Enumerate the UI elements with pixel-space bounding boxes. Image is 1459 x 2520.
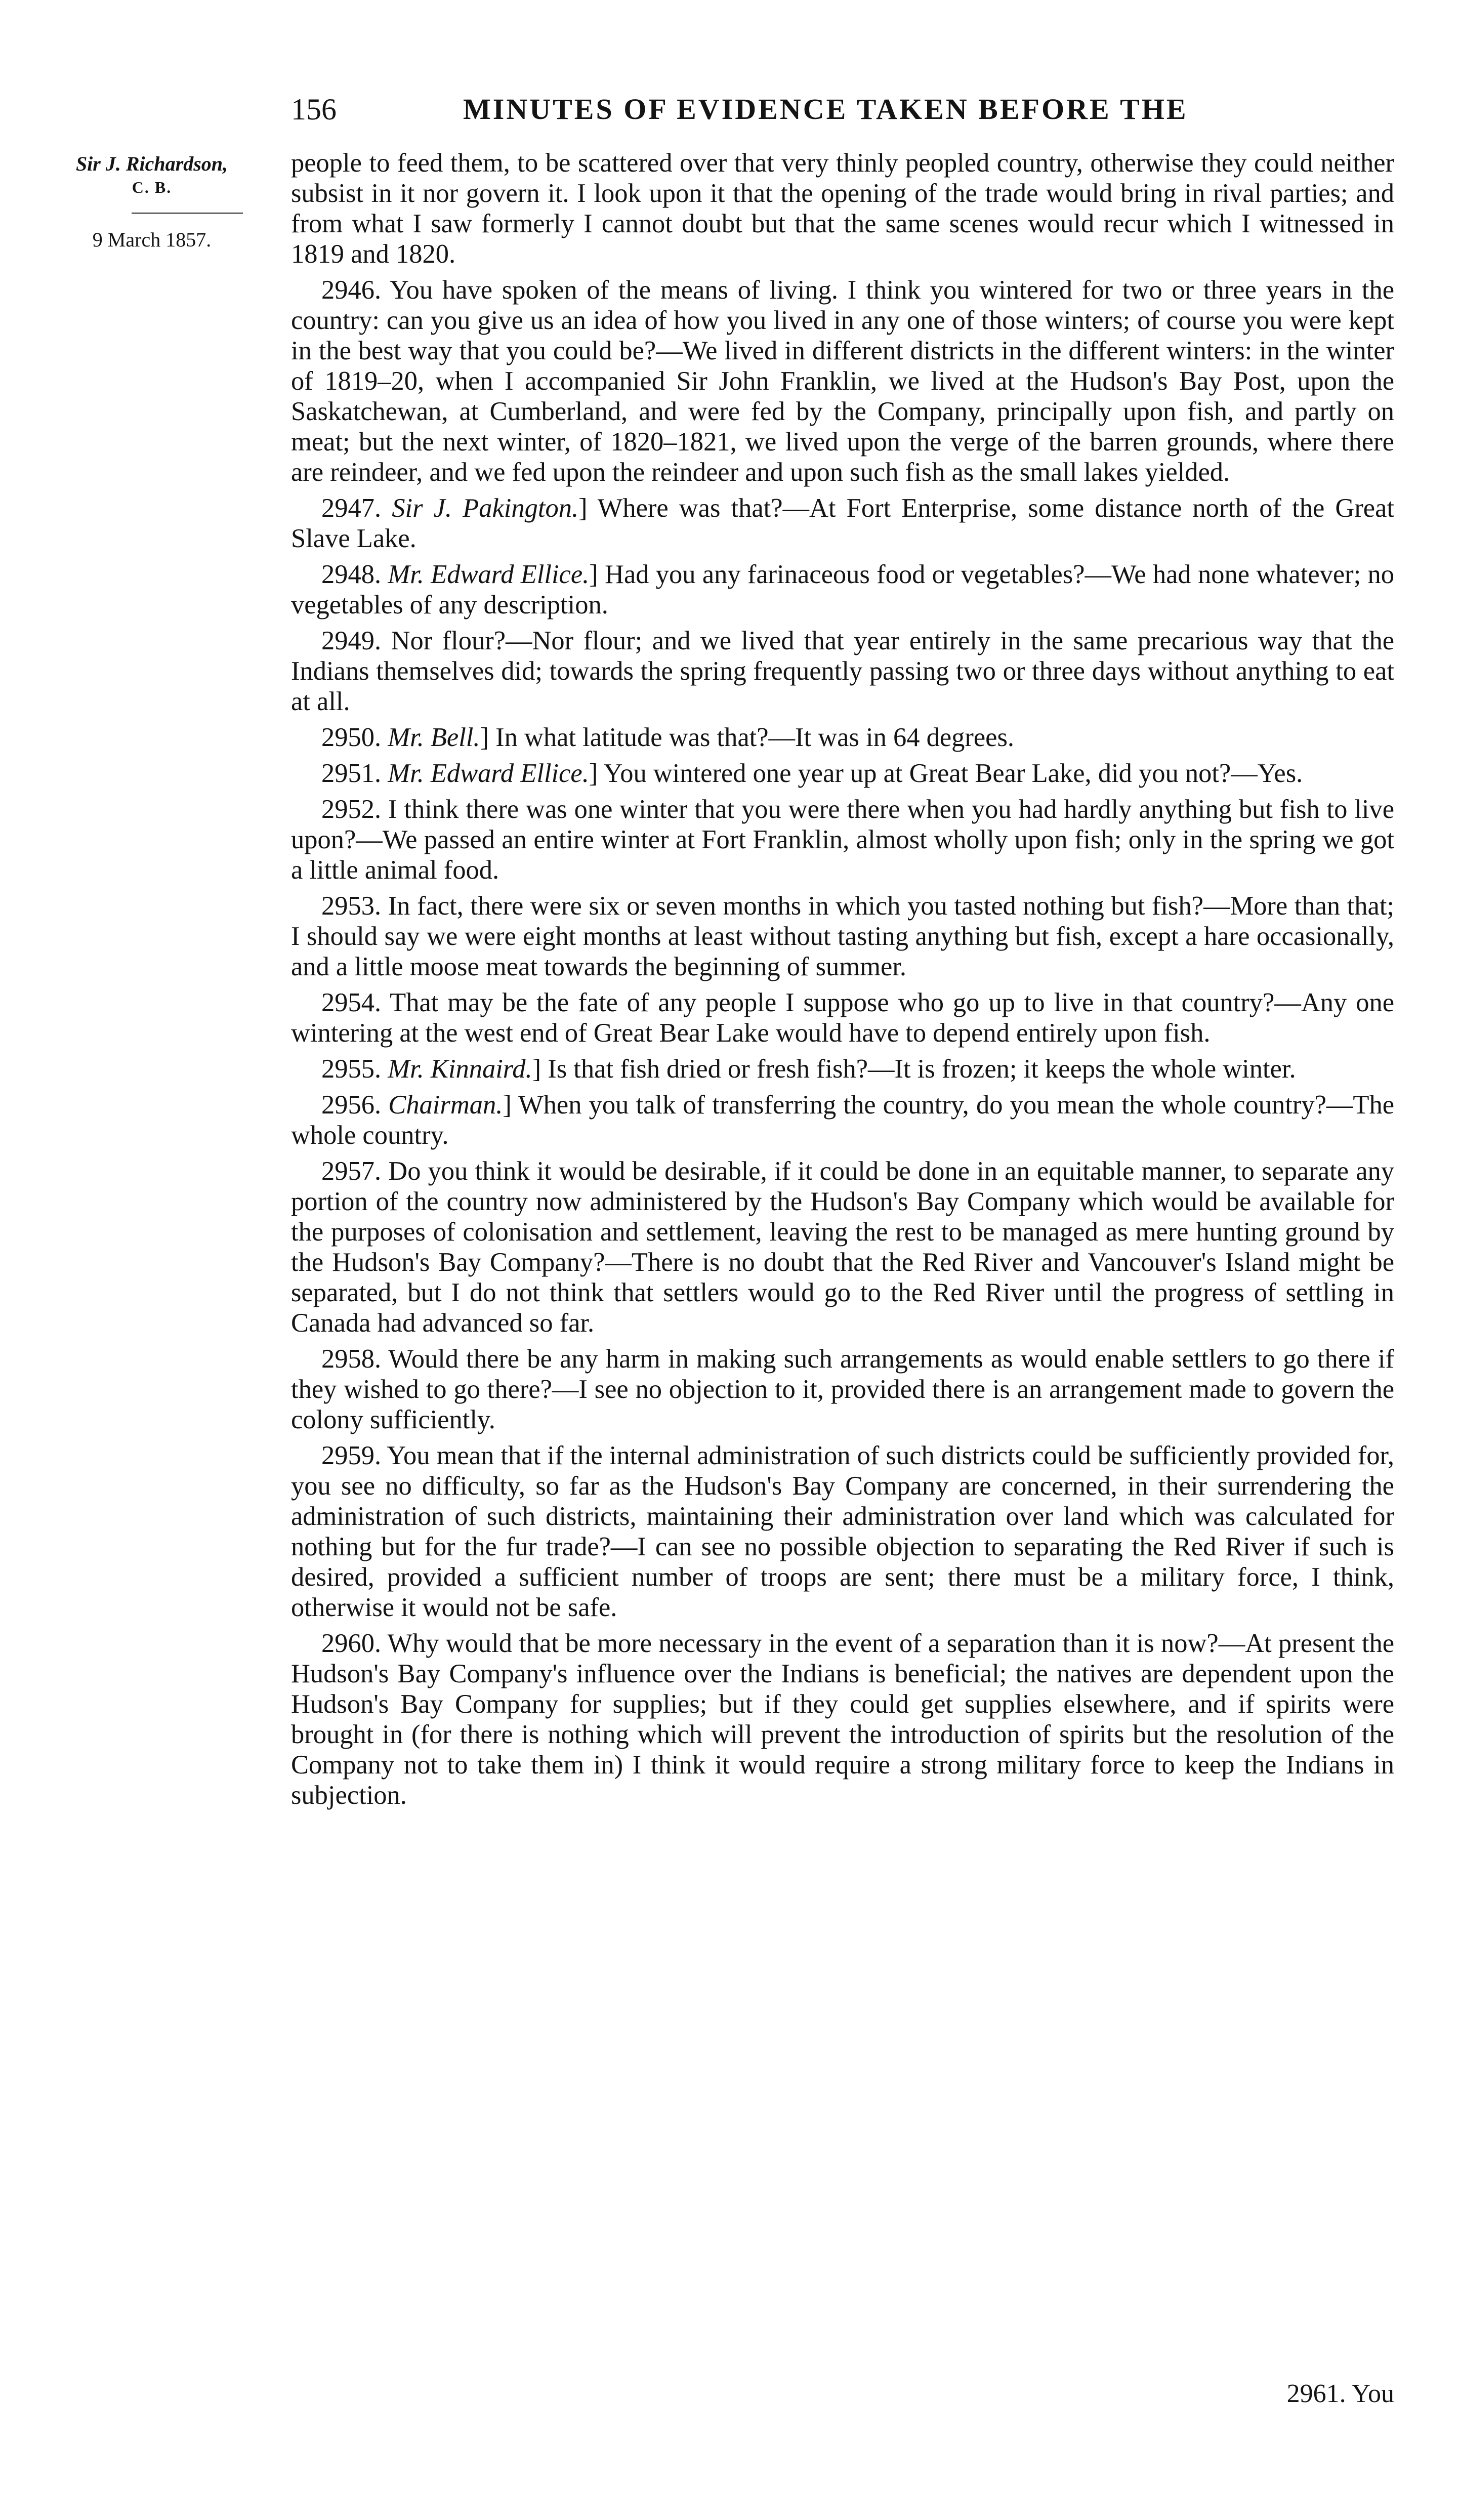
question-text: You have spoken of the means of living. I think you wintered for two or three years in the country: can you give us an idea of how you lived in any one of those winters; of course you were kept in the best way that you could be?—We lived in different districts in the different winters: in the winter of 1819–20, when I accompanied Sir John Franklin, we lived at the Hudson's Bay Post, upon the Saskatchewan, at Cumberland, and were fed by the Company, principally upon fish, and partly on meat; but the next winter, of 1820–1821, we lived upon the verge of the barren grounds, where there are reindeer, and we fed upon the reindeer and upon such fish as the small lakes yielded. — [291, 275, 1394, 487]
question-text: Is that fish dried or fresh fish?—It is frozen; it keeps the whole winter. — [548, 1054, 1296, 1084]
question-text: Where was that?—At Fort Enterprise, some distance north of the Great Slave Lake. — [291, 493, 1394, 553]
evidence-body — [291, 148, 1394, 1810]
speaker-bracket: ] — [578, 493, 598, 523]
margin-witness-honour: C. B. — [132, 178, 172, 196]
question-number: 2953. — [321, 891, 382, 921]
question-number: 2950. — [321, 723, 382, 752]
question-number: 2947. — [321, 493, 382, 523]
question-list — [291, 275, 1394, 1810]
question-number: 2952. — [321, 795, 382, 824]
evidence-paragraph — [291, 794, 1394, 885]
question-text: That may be the fate of any people I suppose who go up to live in that country?—Any one wintering at the west end of Great Bear Lake would have to depend entirely upon fish. — [291, 988, 1394, 1048]
question-text: In what latitude was that?—It was in 64 degrees. — [495, 723, 1015, 752]
speaker-bracket: ] — [589, 759, 604, 788]
question-text: Would there be any harm in making such arrangements as would enable settlers to go there if they wished to go there?—I see no objection to it, provided there is an arrangement made to govern the colony sufficiently. — [291, 1344, 1394, 1434]
opening-paragraph: people to feed them, to be scattered over that very thinly peopled country, otherwise they could neither subsist in it nor govern it. I look upon it that the opening of the trade would bring in rival parties; and from what I saw formerly I cannot doubt but that the same scenes would recur which I witnessed in 1819 and 1820. — [291, 148, 1394, 269]
evidence-paragraph — [291, 493, 1394, 554]
question-text: When you talk of transferring the country, do you mean the whole country?—The whole country. — [291, 1090, 1394, 1150]
evidence-paragraph — [291, 722, 1394, 753]
evidence-paragraph — [291, 626, 1394, 717]
speaker-name: Chairman. — [388, 1090, 503, 1120]
question-number: 2951. — [321, 759, 382, 788]
question-text: You mean that if the internal administration of such districts could be sufficiently provided for, you see no difficulty, so far as the Hudson's Bay Company are concerned, in their surrendering the administration of such districts, maintaining their administration over land which was calculated for nothing but for the fur trade?—I can see no possible objection to separating the Red River if such is desired, provided a sufficient number of troops are sent; there must be a military force, I think, otherwise it would not be safe. — [291, 1441, 1394, 1622]
speaker-name: Mr. Bell. — [388, 723, 480, 752]
margin-divider — [132, 213, 243, 214]
speaker-bracket: ] — [532, 1054, 548, 1084]
question-text: Why would that be more necessary in the event of a separation than it is now?—At present the Hudson's Bay Company's influence over the Indians is beneficial; the natives are dependent upon the Hudson's Bay Company for supplies; but if they could get supplies elsewhere, and if spirits were brought in (for there is nothing which will prevent the introduction of spirits but the resolution of the Company not to take them in) I think it would require a strong military force to keep the Indians in subjection. — [291, 1629, 1394, 1810]
question-number: 2960. — [321, 1629, 382, 1658]
evidence-paragraph — [291, 758, 1394, 789]
speaker-bracket: ] — [503, 1090, 519, 1120]
question-text: Do you think it would be desirable, if it could be done in an equitable manner, to separate any portion of the country now administered by the Hudson's Bay Company which would be available for the purposes of colonisation and settlement, leaving the rest to be managed as mere hunting ground by the Hudson's Bay Company?—There is no doubt that the Red River and Vancouver's Island might be separated, but I do not think that settlers would go to the Red River until the progress of settling in Canada had advanced so far. — [291, 1156, 1394, 1338]
question-number: 2958. — [321, 1344, 382, 1374]
speaker-name: Mr. Edward Ellice. — [388, 759, 589, 788]
page-header — [291, 92, 1394, 138]
question-number: 2959. — [321, 1441, 382, 1470]
question-number: 2954. — [321, 988, 382, 1017]
evidence-paragraph — [291, 275, 1394, 487]
question-number: 2955. — [321, 1054, 382, 1084]
speaker-name: Mr. Kinnaird. — [388, 1054, 532, 1084]
speaker-bracket: ] — [480, 723, 496, 752]
speaker-bracket: ] — [589, 560, 605, 589]
evidence-paragraph — [291, 987, 1394, 1048]
question-text: I think there was one winter that you were there when you had hardly anything but fish to live upon?—We passed an entire winter at Fort Franklin, almost wholly upon fish; only in the spring we got a little animal food. — [291, 795, 1395, 885]
speaker-name: Sir J. Pakington. — [392, 493, 579, 523]
evidence-paragraph — [291, 891, 1394, 982]
question-text: Nor flour?—Nor flour; and we lived that year entirely in the same precarious way that the Indians themselves did; towards the spring frequently passing two or three days without anything to eat at all. — [291, 626, 1395, 716]
evidence-paragraph — [291, 1628, 1394, 1810]
question-text: In fact, there were six or seven months in which you tasted nothing but fish?—More than that; I should say we were eight months at least without tasting anything but fish, except a hare occasionally, and a little moose meat towards the beginning of summer. — [291, 891, 1394, 981]
question-number: 2957. — [321, 1156, 382, 1186]
speaker-name: Mr. Edward Ellice. — [388, 560, 590, 589]
evidence-paragraph — [291, 1156, 1394, 1338]
page-number: 156 — [291, 93, 337, 126]
evidence-paragraph — [291, 1054, 1394, 1084]
evidence-paragraph — [291, 1440, 1394, 1623]
evidence-paragraph — [291, 1344, 1394, 1435]
question-number: 2946. — [321, 275, 382, 305]
running-head: MINUTES OF EVIDENCE TAKEN BEFORE THE — [463, 93, 1188, 126]
question-number: 2949. — [321, 626, 382, 655]
question-text: You wintered one year up at Great Bear Lake, did you not?—Yes. — [603, 759, 1303, 788]
question-text: Had you any farinaceous food or vegetables?—We had none whatever; no vegetables of any description. — [291, 560, 1395, 619]
question-number: 2956. — [321, 1090, 382, 1120]
catchword: 2961. You — [1286, 2379, 1394, 2408]
margin-witness-name: Sir J. Richardson, — [75, 152, 228, 175]
question-number: 2948. — [321, 560, 382, 589]
evidence-paragraph — [291, 559, 1394, 620]
evidence-paragraph — [291, 1090, 1394, 1150]
margin-date: 9 March 1857. — [92, 228, 212, 251]
